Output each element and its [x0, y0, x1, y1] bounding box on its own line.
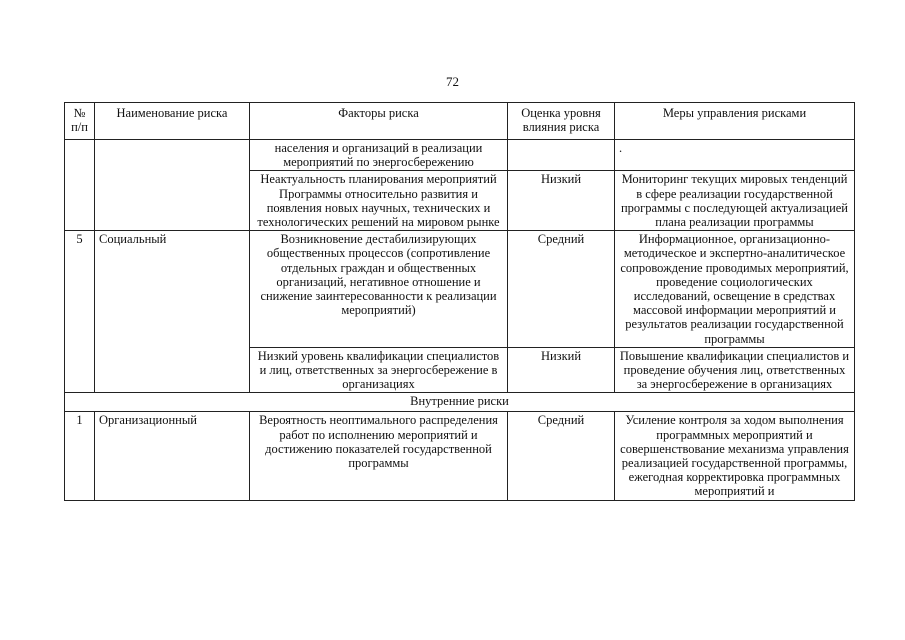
- row-risk-name: Организационный: [95, 412, 250, 500]
- row-evaluation: Низкий: [508, 347, 615, 393]
- table-header-row: [65, 103, 855, 140]
- section-title: Внутренние риски: [65, 393, 855, 412]
- section-row: [65, 393, 855, 412]
- row-measures: Мониторинг текущих мировых тенденций в сфере реализации государственной программы с последующей актуализацией плана реализации программы: [615, 171, 855, 231]
- row-num: 5: [65, 231, 95, 393]
- row-factors: Низкий уровень квалификации специалистов и лиц, ответственных за энергосбережение в организациях: [250, 347, 508, 393]
- row-evaluation: Низкий: [508, 171, 615, 231]
- table-row: [65, 412, 855, 500]
- table-row: [65, 140, 855, 171]
- row-evaluation: Средний: [508, 231, 615, 348]
- row-measures: Усиление контроля за ходом выполнения программных мероприятий и совершенствование механизма управления реализацией государственной программы, ежегодная корректировка программных мероприятий и: [615, 412, 855, 500]
- row-factors: Возникновение дестабилизирующих общественных процессов (сопротивление отдельных граждан и общественных организаций, негативное отношение и снижение заинтересованности к реализации мероприятий): [250, 231, 508, 348]
- row-evaluation: Средний: [508, 412, 615, 500]
- header-measures: Меры управления рисками: [615, 103, 855, 140]
- risk-table: [64, 102, 855, 501]
- row-num: 1: [65, 412, 95, 500]
- header-risk-name: Наименование риска: [95, 103, 250, 140]
- header-num: № п/п: [65, 103, 95, 140]
- row-evaluation: [508, 140, 615, 171]
- header-evaluation: Оценка уровня влияния риска: [508, 103, 615, 140]
- row-measures: Повышение квалификации специалистов и проведение обучения лиц, ответственных за энергосбережение в организациях: [615, 347, 855, 393]
- page-number: 72: [446, 74, 459, 89]
- table-row: [65, 231, 855, 348]
- row-measures: .: [615, 140, 855, 171]
- row-factors: Неактуальность планирования мероприятий Программы относительно развития и появления новых научных, технических и технологических решений на мировом рынке: [250, 171, 508, 231]
- row-risk-name: [95, 140, 250, 231]
- row-risk-name: Социальный: [95, 231, 250, 393]
- row-factors: Вероятность неоптимального распределения работ по исполнению мероприятий и достижению показателей государственной программы: [250, 412, 508, 500]
- row-measures: Информационное, организационно-методическое и экспертно-аналитическое сопровождение проводимых мероприятий, проведение социологических исследований, освещение в средствах массовой информации мероприятий и результатов реализации государственной программы: [615, 231, 855, 348]
- row-num: [65, 140, 95, 231]
- row-factors: населения и организаций в реализации мероприятий по энергосбережению: [250, 140, 508, 171]
- header-risk-factors: Факторы риска: [250, 103, 508, 140]
